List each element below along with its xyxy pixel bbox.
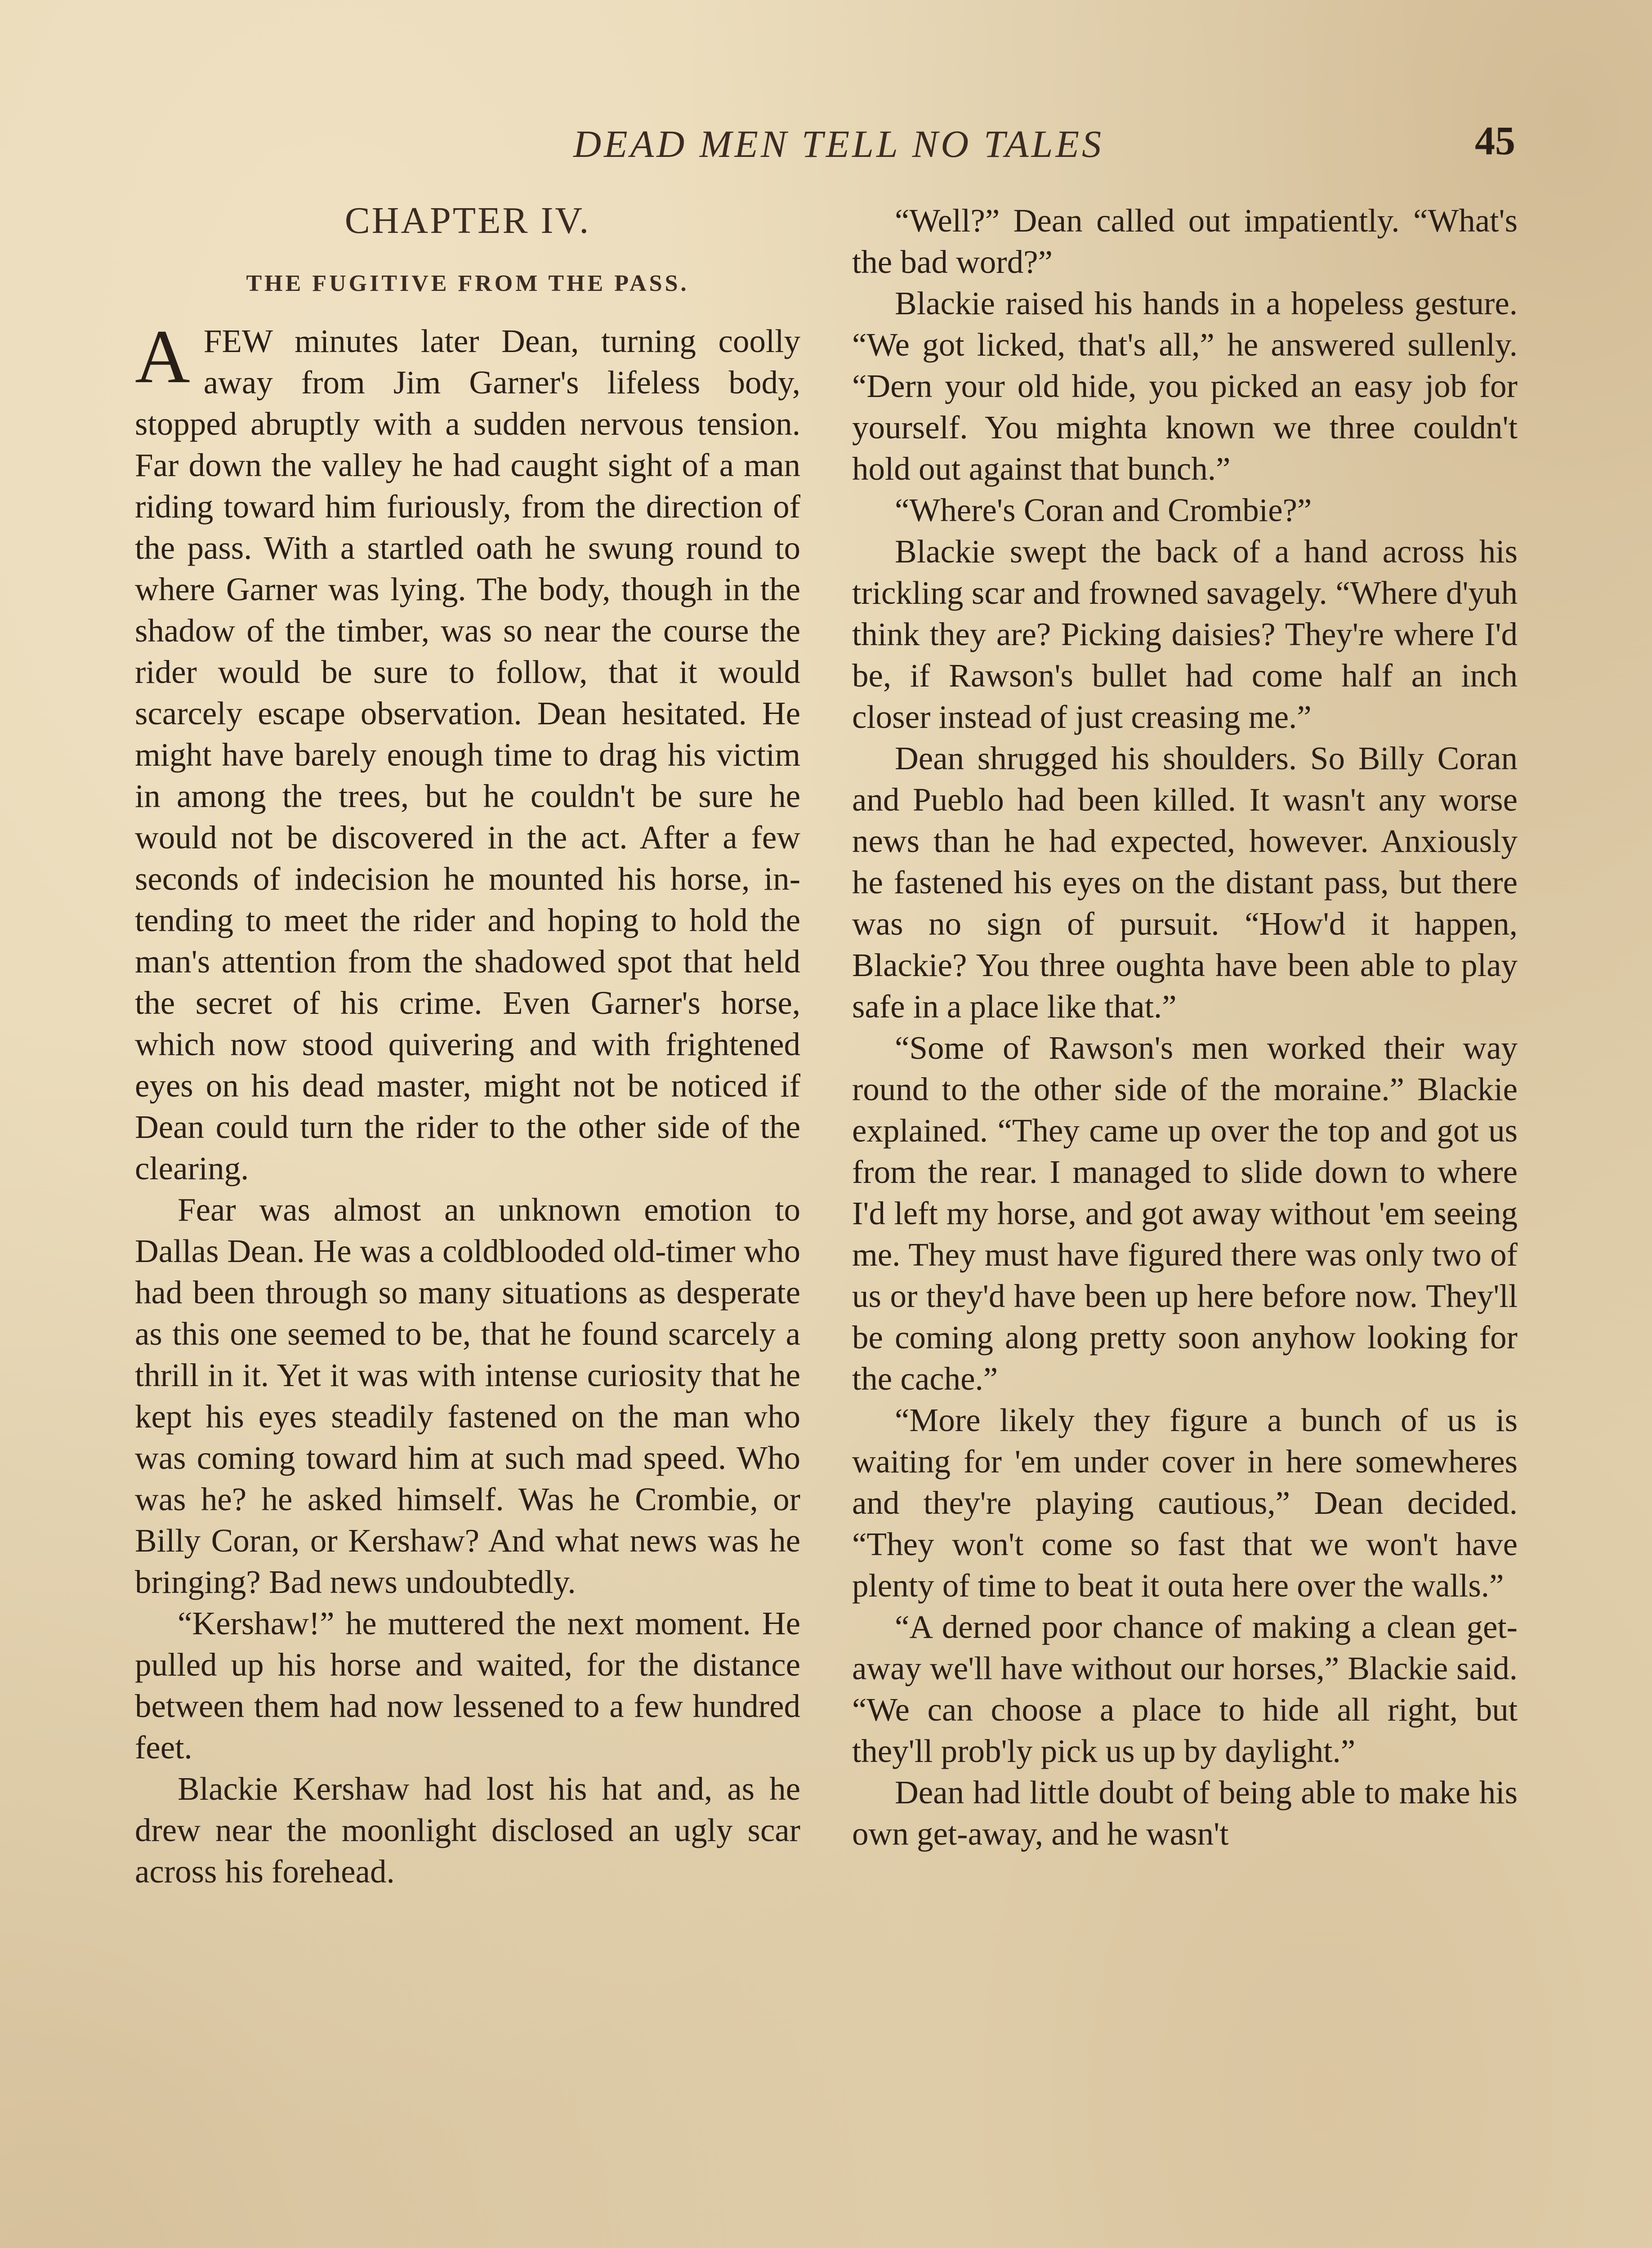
paragraph: [135, 314, 800, 1189]
paragraph: “Where's Coran and Crombie?”: [895, 492, 1312, 528]
paragraph: “Some of Rawson's men worked their way round to the other side of the moraine.” Blackie explained. “They came up over the top and got us from the rear. I managed to slide down to where I'd left my horse, and got away without 'em seeing me. They must have figured there was only two of us or they'd have been up here before now. They'll be coming along pretty soon anyhow looking for the cache.”: [852, 1030, 1518, 1397]
right-column: [852, 200, 1518, 1855]
paragraph: Dean shrugged his shoulders. So Billy Coran and Pueblo had been killed. It wasn't any worse news than he had expected, however. Anxiously he fastened his eyes on the distant pass, but there was no sign of pursuit. “How'd it happen, Blackie? You three oughta have been able to play safe in a place like that.”: [852, 740, 1518, 1025]
paragraph: Blackie Kershaw had lost his hat and, as he drew near the moonlight disclosed an ugly scar across his forehead.: [135, 1771, 800, 1890]
paragraph: “Well?” Dean called out impatiently. “What's the bad word?”: [852, 202, 1518, 280]
paragraph: “Kershaw!” he muttered the next moment. He pulled up his horse and waited, for the distance between them had now lessened to a few hundred feet.: [135, 1605, 800, 1766]
paragraph: Blackie swept the back of a hand across his trickling scar and frowned savagely. “Where d'yuh think they are? Picking daisies? They're where I'd be, if Rawson's bullet had come half an inch closer instead of just creasing me.”: [852, 533, 1518, 735]
paragraph: Dean had little doubt of being able to make his own get-away, and he wasn't: [852, 1774, 1518, 1852]
paragraph: “More likely they figure a bunch of us is waiting for 'em under cover in here somewheres and they're playing cautious,” Dean decided. “They won't come so fast that we won't have plenty of time to beat it outa here over the walls.”: [852, 1402, 1518, 1604]
running-title: DEAD MEN TELL NO TALES: [573, 122, 1104, 165]
drop-cap: A: [135, 314, 190, 399]
paragraph: Fear was almost an unknown emotion to Dallas Dean. He was a coldblooded old-timer who had been through so many situations as desperate as this one seemed to be, that he found scarcely a thrill in it. Yet it was with intense curiosity that he kept his eyes steadily fastened on the man who was coming toward him at such mad speed. Who was he? he asked himself. Was he Crombie, or Billy Coran, or Kershaw? And what news was he bringing? Bad news undoubtedly.: [135, 1191, 800, 1600]
paragraph: “A derned poor chance of making a clean get-away we'll have without our horses,” Blackie said. “We can choose a place to hide all right, but they'll prob'ly pick us up by daylight.”: [852, 1609, 1518, 1769]
chapter-heading: CHAPTER IV.: [344, 200, 591, 241]
page-number: 45: [1475, 119, 1515, 163]
paragraph-text: FEW minutes later Dean, turning coolly away from Jim Garner's lifeless body, stopped abruptly with a sudden nervous tension. Far down the valley he had caught sight of a man riding toward him furiously, from the direction of the pass. With a startled oath he swung round to where Garner was lying. The body, though in the shadow of the timber, was so near the course the rider would be sure to follow, that it would scarcely escape observation. Dean hesitated. He might have barely enough time to drag his victim in among the trees, but he couldn't be sure he would not be discovered in the act. After a few seconds of indecision he mounted his horse, intending to meet the rider and hoping to hold the man's attention from the shadowed spot that held the secret of his crime. Even Garner's horse, which now stood quivering and with frightened eyes on his dead master, might not be noticed if Dean could turn the rider to the other side of the clearing.: [135, 323, 800, 1186]
left-column: [135, 200, 800, 1892]
chapter-subtitle: THE FUGITIVE FROM THE PASS.: [246, 271, 689, 296]
paragraph: Blackie raised his hands in a hopeless gesture. “We got licked, that's all,” he answered sullenly. “Dern your old hide, you picked an easy job for yourself. You mighta known we three couldn't hold out against that bunch.”: [852, 285, 1518, 487]
